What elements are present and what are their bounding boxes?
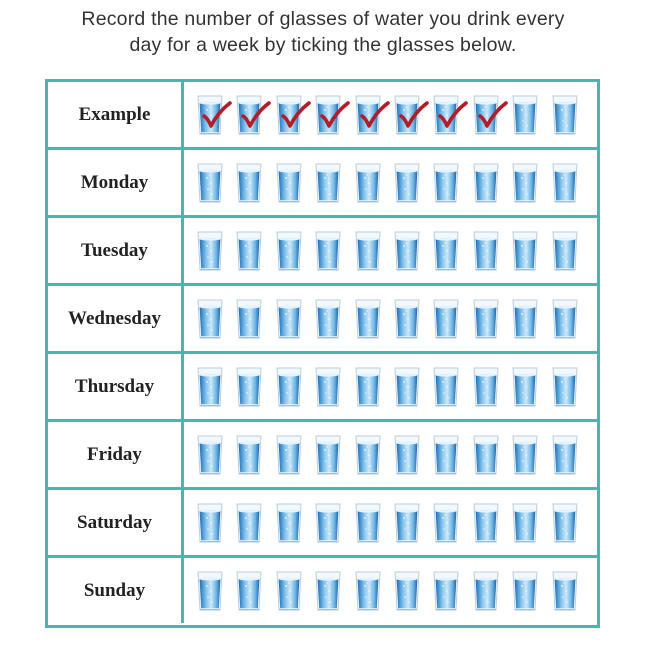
glasses-row (184, 422, 597, 487)
water-glass[interactable] (276, 299, 302, 339)
row-saturday (48, 490, 597, 558)
water-glass-icon (315, 435, 341, 475)
water-glass-icon (552, 95, 578, 135)
glasses-row (184, 82, 597, 147)
glasses-row (184, 150, 597, 215)
water-glass[interactable] (433, 231, 459, 271)
water-glass-icon (355, 95, 381, 135)
water-glass-icon (276, 299, 302, 339)
water-glass-icon (197, 503, 223, 543)
water-glass[interactable] (512, 231, 538, 271)
water-glass[interactable] (355, 435, 381, 475)
water-glass[interactable] (394, 95, 420, 135)
water-glass[interactable] (394, 435, 420, 475)
day-label: Thursday (48, 354, 184, 419)
water-glass-icon (276, 503, 302, 543)
water-glass-icon (197, 367, 223, 407)
water-glass[interactable] (512, 299, 538, 339)
water-glass[interactable] (473, 231, 499, 271)
water-glass[interactable] (276, 367, 302, 407)
water-glass[interactable] (394, 503, 420, 543)
water-glass-icon (433, 163, 459, 203)
water-glass[interactable] (473, 571, 499, 611)
water-glass-icon (276, 571, 302, 611)
water-glass[interactable] (315, 231, 341, 271)
glasses-row (184, 218, 597, 283)
water-glass-icon (473, 163, 499, 203)
water-glass-icon (473, 435, 499, 475)
water-glass[interactable] (552, 163, 578, 203)
water-glass-icon (512, 367, 538, 407)
water-glass-icon (355, 163, 381, 203)
water-glass[interactable] (276, 435, 302, 475)
water-glass[interactable] (394, 231, 420, 271)
water-glass-icon (473, 571, 499, 611)
water-glass[interactable] (433, 571, 459, 611)
water-glass[interactable] (473, 95, 499, 135)
water-glass-icon (394, 435, 420, 475)
water-glass-icon (236, 95, 262, 135)
water-glass-icon (394, 95, 420, 135)
water-glass-icon (394, 231, 420, 271)
row-example (48, 82, 597, 150)
water-glass-icon (433, 435, 459, 475)
water-glass-icon (512, 231, 538, 271)
water-glass[interactable] (394, 367, 420, 407)
water-glass[interactable] (433, 299, 459, 339)
water-glass[interactable] (236, 299, 262, 339)
water-glass-icon (236, 367, 262, 407)
water-glass-icon (512, 503, 538, 543)
water-glass-icon (512, 435, 538, 475)
water-glass-icon (355, 435, 381, 475)
water-glass-icon (473, 367, 499, 407)
water-glass-icon (315, 95, 341, 135)
water-glass[interactable] (276, 571, 302, 611)
water-glass-icon (433, 231, 459, 271)
water-glass[interactable] (473, 299, 499, 339)
water-glass-icon (315, 299, 341, 339)
water-glass[interactable] (197, 163, 223, 203)
instructions-line-2: day for a week by ticking the glasses below. (129, 34, 517, 56)
water-glass-icon (512, 163, 538, 203)
water-glass[interactable] (552, 231, 578, 271)
water-glass[interactable] (433, 95, 459, 135)
water-glass-icon (473, 503, 499, 543)
glasses-row (184, 354, 597, 419)
instructions-line-1: Record the number of glasses of water you drink every (81, 8, 565, 30)
water-glass-icon (355, 503, 381, 543)
water-glass-icon (473, 299, 499, 339)
water-glass[interactable] (552, 299, 578, 339)
glasses-row (184, 558, 597, 623)
water-glass-icon (315, 231, 341, 271)
water-glass[interactable] (394, 163, 420, 203)
row-wednesday (48, 286, 597, 354)
water-glass-icon (433, 367, 459, 407)
water-glass-icon (236, 503, 262, 543)
water-glass-icon (236, 571, 262, 611)
water-glass-icon (552, 163, 578, 203)
water-glass[interactable] (473, 435, 499, 475)
water-glass[interactable] (315, 95, 341, 135)
water-glass[interactable] (473, 163, 499, 203)
water-glass[interactable] (197, 571, 223, 611)
water-glass[interactable] (355, 367, 381, 407)
water-glass[interactable] (552, 571, 578, 611)
day-label: Monday (48, 150, 184, 215)
water-glass[interactable] (355, 163, 381, 203)
water-glass[interactable] (355, 231, 381, 271)
water-glass[interactable] (355, 503, 381, 543)
water-glass-icon (315, 367, 341, 407)
water-glass[interactable] (197, 367, 223, 407)
water-glass-icon (276, 163, 302, 203)
water-glass-icon (236, 231, 262, 271)
water-glass-icon (512, 299, 538, 339)
row-monday (48, 150, 597, 218)
water-glass[interactable] (315, 435, 341, 475)
water-glass[interactable] (197, 231, 223, 271)
row-friday (48, 422, 597, 490)
water-glass-icon (433, 571, 459, 611)
water-glass-icon (552, 231, 578, 271)
water-glass[interactable] (473, 503, 499, 543)
water-glass[interactable] (315, 367, 341, 407)
water-glass[interactable] (315, 503, 341, 543)
water-glass[interactable] (236, 95, 262, 135)
water-glass[interactable] (512, 571, 538, 611)
water-glass[interactable] (473, 367, 499, 407)
water-glass[interactable] (236, 571, 262, 611)
water-glass[interactable] (394, 299, 420, 339)
water-glass[interactable] (512, 503, 538, 543)
water-glass-icon (473, 231, 499, 271)
water-glass[interactable] (236, 231, 262, 271)
water-glass-icon (315, 571, 341, 611)
row-sunday (48, 558, 597, 623)
water-glass-icon (355, 231, 381, 271)
water-glass[interactable] (236, 367, 262, 407)
water-glass[interactable] (433, 503, 459, 543)
water-glass[interactable] (276, 231, 302, 271)
water-glass-icon (236, 163, 262, 203)
water-glass-icon (552, 299, 578, 339)
water-glass-icon (552, 435, 578, 475)
water-glass-icon (394, 163, 420, 203)
water-glass-icon (552, 367, 578, 407)
water-glass[interactable] (197, 299, 223, 339)
water-glass[interactable] (512, 95, 538, 135)
water-glass-icon (433, 503, 459, 543)
water-glass[interactable] (552, 95, 578, 135)
water-glass-icon (355, 571, 381, 611)
row-thursday (48, 354, 597, 422)
water-glass-icon (512, 95, 538, 135)
water-glass-icon (433, 95, 459, 135)
instructions-text (0, 6, 646, 58)
water-glass-icon (394, 367, 420, 407)
water-glass[interactable] (355, 299, 381, 339)
water-glass-icon (276, 435, 302, 475)
glasses-row (184, 490, 597, 555)
water-glass[interactable] (236, 503, 262, 543)
water-glass[interactable] (276, 503, 302, 543)
water-glass[interactable] (315, 299, 341, 339)
day-label: Friday (48, 422, 184, 487)
water-glass[interactable] (276, 95, 302, 135)
water-glass[interactable] (552, 367, 578, 407)
water-glass[interactable] (355, 571, 381, 611)
water-glass-icon (552, 571, 578, 611)
water-glass-icon (552, 503, 578, 543)
water-glass[interactable] (394, 571, 420, 611)
water-glass-icon (197, 231, 223, 271)
water-glass-icon (315, 163, 341, 203)
water-glass-icon (197, 571, 223, 611)
water-glass[interactable] (315, 163, 341, 203)
water-glass[interactable] (552, 435, 578, 475)
water-glass-icon (433, 299, 459, 339)
day-label: Wednesday (48, 286, 184, 351)
water-glass[interactable] (433, 163, 459, 203)
water-glass-icon (394, 299, 420, 339)
water-glass[interactable] (433, 435, 459, 475)
water-glass[interactable] (197, 503, 223, 543)
water-glass[interactable] (433, 367, 459, 407)
water-glass[interactable] (197, 95, 223, 135)
water-glass-icon (394, 503, 420, 543)
water-glass-icon (236, 299, 262, 339)
water-glass[interactable] (236, 435, 262, 475)
water-glass-icon (276, 231, 302, 271)
water-glass[interactable] (197, 435, 223, 475)
water-glass[interactable] (512, 367, 538, 407)
water-glass[interactable] (236, 163, 262, 203)
water-glass-icon (197, 435, 223, 475)
water-glass-icon (197, 163, 223, 203)
water-glass-icon (512, 571, 538, 611)
day-label: Tuesday (48, 218, 184, 283)
water-glass[interactable] (552, 503, 578, 543)
water-glass-icon (197, 95, 223, 135)
water-glass[interactable] (315, 571, 341, 611)
water-glass[interactable] (355, 95, 381, 135)
water-glass-icon (355, 299, 381, 339)
water-glass-icon (473, 95, 499, 135)
water-glass-icon (315, 503, 341, 543)
water-glass-icon (276, 95, 302, 135)
day-label: Sunday (48, 558, 184, 623)
water-tracker-table (45, 79, 600, 628)
water-glass[interactable] (512, 435, 538, 475)
day-label: Example (48, 82, 184, 147)
water-glass-icon (394, 571, 420, 611)
water-glass[interactable] (512, 163, 538, 203)
glasses-row (184, 286, 597, 351)
water-glass-icon (236, 435, 262, 475)
day-label: Saturday (48, 490, 184, 555)
water-glass[interactable] (276, 163, 302, 203)
water-glass-icon (276, 367, 302, 407)
row-tuesday (48, 218, 597, 286)
water-glass-icon (197, 299, 223, 339)
water-glass-icon (355, 367, 381, 407)
